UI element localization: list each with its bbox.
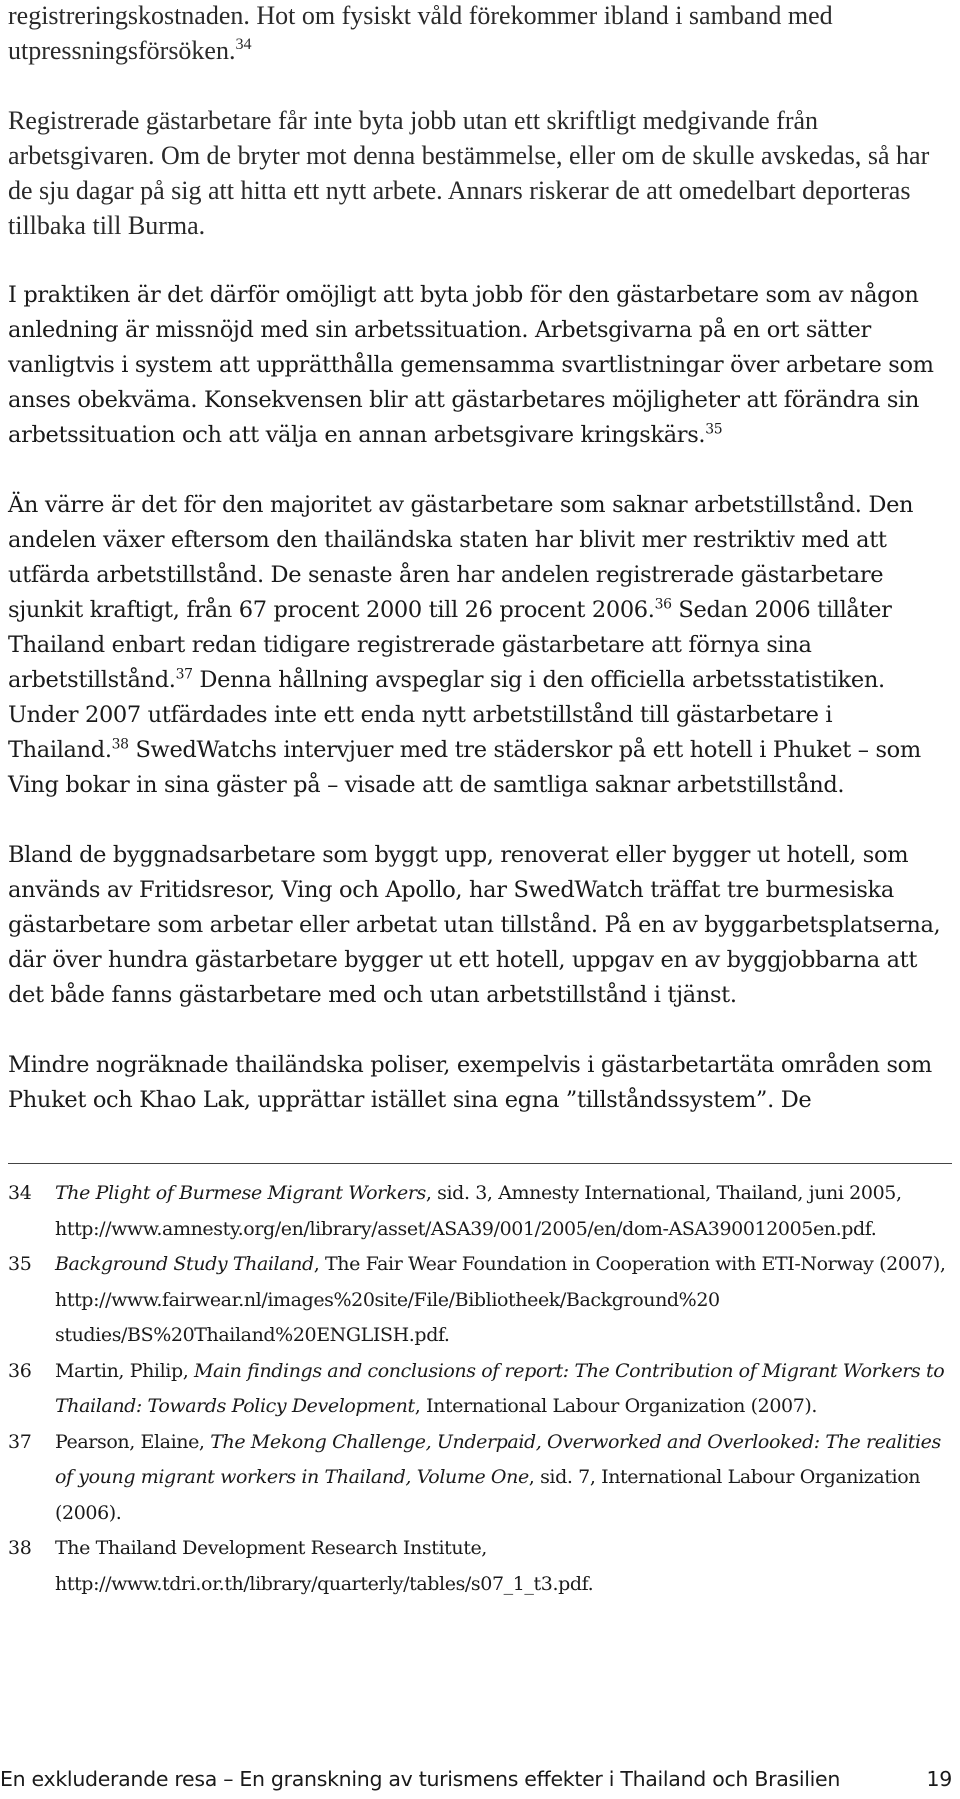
footnote-37 (8, 1425, 958, 1532)
footnote-ref-38[interactable]: 38 (111, 736, 129, 753)
footnote-text: The Thailand Development Research Institute, http://www.tdri.or.th/library/quarterly/tables/s07_1_t3.pdf. (55, 1537, 594, 1595)
footnote-ref-36[interactable]: 36 (654, 596, 672, 613)
footnote-number: 35 (8, 1253, 32, 1275)
footnote-ref-37[interactable]: 37 (175, 666, 193, 683)
paragraph-5: Bland de byggnadsarbetare som byggt upp, renoverat eller bygger ut hotell, som används av Fritidsresor, Ving och Apollo, har SwedWatch träffat tre burmesiska gästarbetare som arbetar eller arbetat utan tillstånd. På en av byggarbetsplatserna, där över hundra gästarbetare bygger ut ett hotell, uppgav en av byggjobbarna att det både fanns gästarbetare med och utan arbetstillstånd i tjänst. (8, 842, 941, 1008)
footnote-number: 38 (8, 1537, 32, 1559)
body-text (8, 0, 956, 1153)
footnote-text: Background Study Thailand, The Fair Wear Foundation in Cooperation with ETI-Norway (2007), http://www.fairwear.nl/images%20site/File/Bibliotheek/Background%20 studies/BS%20Thailand%20ENGLISH.pdf. (55, 1253, 946, 1346)
paragraph-6: Mindre nogräknade thailändska poliser, exempelvis i gästarbetartäta områden som Phuket och Khao Lak, upprättar istället sina egna ”tillståndssystem”. De (8, 1052, 932, 1113)
footnote-ref-35[interactable]: 35 (705, 421, 723, 438)
footnote-text: Pearson, Elaine, The Mekong Challenge, Underpaid, Overworked and Overlooked: The realities of young migrant workers in Thailand, Volume One, sid. 7, International Labour Organization (2006). (55, 1430, 941, 1524)
paragraph-2: Registrerade gästarbetare får inte byta jobb utan ett skriftligt medgivande från arbetsgivaren. Om de bryter mot denna bestämmelse, eller om de skulle avskedas, så har de sju dagar på sig att hitta ett nytt arbete. Annars riskerar de att omedelbart deporteras tillbaka till Burma. (8, 106, 930, 240)
footnote-ref-34[interactable]: 34 (235, 36, 252, 54)
footnote-number: 37 (8, 1430, 32, 1453)
page-number: 19 (926, 1767, 952, 1791)
footnotes (8, 1176, 958, 1602)
paragraph-4: Än värre är det för den majoritet av gästarbetare som saknar arbetstillstånd. Den andelen växer eftersom den thailändska staten har blivit mer restriktiv med att utfärda arbetstillstånd. De senaste åren har andelen registrerade gästarbetare sjunkit kraftigt, från 67 procent 2000 till 26 procent 2006.36 Sedan 2006 tillåter Thailand enbart redan tidigare registrerade gästarbetare att förnya sina arbetstillstånd.$^{37}$ Denna hållning avspeglar sig i den officiella arbetsstatistiken. Under 2007 utfärdades inte ett enda nytt arbetstillstånd till gästarbetare i Thailand.$^{38}$ SwedWatchs intervjuer med tre städerskor på ett hotell i Phuket – som Ving bokar in sina gäster på – visade att de samtliga saknar arbetstillstånd. (8, 492, 921, 798)
footnote-number: 36 (8, 1359, 32, 1382)
footnote-separator (8, 1163, 952, 1164)
footnote-number: 34 (8, 1182, 32, 1204)
footer-title: En exkluderande resa – En granskning av turismens effekter i Thailand och Brasilien (0, 1767, 841, 1791)
page-footer (0, 1764, 952, 1794)
footnote-text: The Plight of Burmese Migrant Workers, sid. 3, Amnesty International, Thailand, juni 2005, http://www.amnesty.org/en/library/asset/ASA39/001/2005/en/dom-ASA390012005en.pdf. (55, 1182, 902, 1240)
footnote-36 (8, 1354, 958, 1425)
footnote-35 (8, 1247, 958, 1354)
footnote-text: Martin, Philip, Main findings and conclusions of report: The Contribution of Migrant Workers to Thailand: Towards Policy Development, International Labour Organization (2007). (55, 1359, 945, 1417)
paragraph-3: I praktiken är det därför omöjligt att byta jobb för den gästarbetare som av någon anledning är missnöjd med sin arbetssituation. Arbetsgivarna på en ort sätter vanligtvis i system att upprätthålla gemensamma svartlistningar över arbetare som anses obekväma. Konsekvensen blir att gästarbetares möjligheter att förändra sin arbetssituation och att välja en annan arbetsgivare kringskärs.$^{35}$ (8, 282, 934, 448)
paragraph-1: registreringskostnaden. Hot om fysiskt våld förekommer ibland i samband med utpressningsförsöken.$^{34}$ (8, 1, 833, 65)
footnote-34 (8, 1176, 958, 1247)
footnote-38 (8, 1531, 958, 1602)
